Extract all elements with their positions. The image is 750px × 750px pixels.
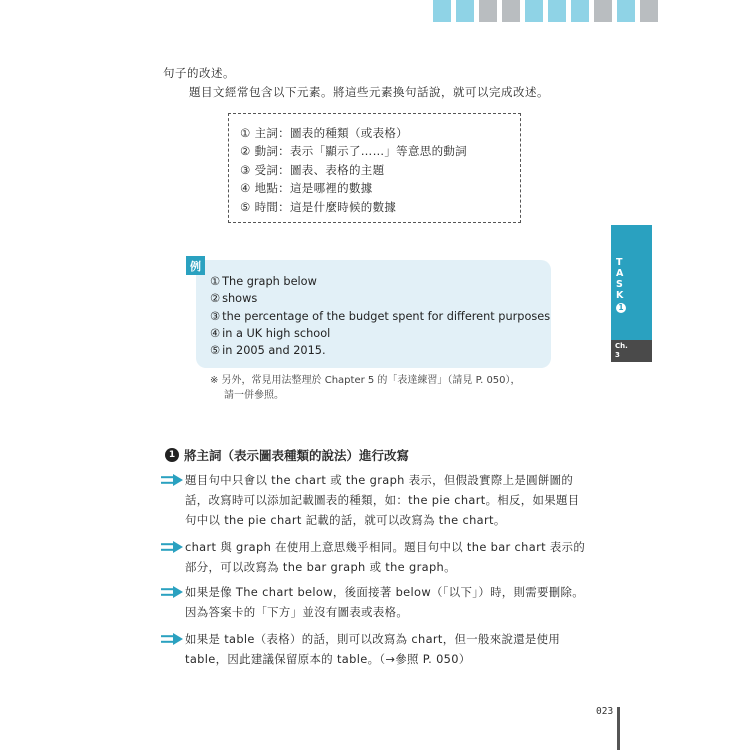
top-bar [479,0,497,22]
top-bar [640,0,658,22]
example-item [210,290,551,307]
paragraph [185,582,590,622]
page-number-bar [617,707,620,750]
chapter-side-tab [611,225,652,340]
example-item-text: The graph below [222,275,317,288]
page-number: 023 [596,706,614,717]
double-arrow-icon [161,586,183,598]
top-decoration-bars [433,0,658,22]
example-box [196,260,551,368]
intro-title: 句子的改述。 [163,66,235,80]
top-bar [617,0,635,22]
double-arrow-icon [161,633,183,645]
top-bar [433,0,451,22]
example-item-mark: ⑤ [210,344,221,358]
paragraph-text: chart 與 graph 在使用上意思幾乎相同。題目句中以 the bar chart 表示的部分，可以改寫為 the bar graph 或 the graph。 [185,540,586,574]
element-item: ③ 受詞：圖表、表格的主題 [240,162,385,177]
element-item: ⑤ 時間：這是什麼時候的數據 [240,199,397,214]
task-number: 1 [616,303,626,313]
section-heading [165,446,409,464]
top-bar [456,0,474,22]
example-item [210,325,551,342]
top-bar [571,0,589,22]
example-item [210,308,551,325]
chapter-prefix: Ch. [615,342,628,350]
section-number: 1 [165,448,179,462]
top-bar [594,0,612,22]
element-item: ② 動詞：表示「顯示了……」等意思的動詞 [240,144,467,159]
top-bar [502,0,520,22]
chapter-label [611,340,652,362]
example-item-mark: ④ [210,326,221,340]
example-item [210,273,551,290]
task-letter: S [616,279,623,290]
example-item-mark: ① [210,275,221,288]
note-line: 請一併參照。 [224,390,284,401]
example-item-text: in a UK high school [222,326,331,340]
intro-description: 題目文經常包含以下元素。將這些元素換句話說，就可以完成改述。 [189,85,549,99]
example-item-text: shows [222,292,258,306]
task-label [616,257,626,313]
paragraph-text: 題目句中只會以 the chart 或 the graph 表示，但假設實際上是圓餅圖的話，改寫時可以添加記載圖表的種類，如：the pie chart。相反，如果題目句中以 the pie chart 記載的話，就可以改寫為 the chart。 [185,473,580,527]
example-tag: 例 [186,256,205,275]
top-bar [548,0,566,22]
task-letter: A [616,268,624,279]
example-item-text: the percentage of the budget spent for different purposes [222,309,551,323]
example-item [210,342,551,359]
element-item: ④ 地點：這是哪裡的數據 [240,181,373,196]
note-line: ※ 另外，常見用法整理於 Chapter 5 的「表達練習」（請見 P. 050）， [210,375,521,386]
chapter-number: 3 [615,351,620,359]
section-heading-text: 將主詞（表示圖表種類的說法）進行改寫 [184,448,410,463]
paragraph-text: 如果是像 The chart below，後面接著 below（「以下」）時，則需要刪除。因為答案卡的「下方」並沒有圖表或表格。 [185,585,584,619]
task-letter: T [616,257,623,268]
paragraph [185,470,590,530]
paragraph-text: 如果是 table（表格）的話，則可以改寫為 chart，但一般來說還是使用 table，因此建議保留原本的 table。（→參照 P. 050） [185,632,561,666]
top-bar [525,0,543,22]
sentence-elements-box [228,113,521,223]
paragraph [185,537,590,577]
task-letter: K [616,290,624,301]
example-item-mark: ② [210,292,221,306]
element-item: ① 主詞：圖表的種類（或表格） [240,126,408,140]
example-item-text: in 2005 and 2015. [222,344,326,358]
example-item-mark: ③ [210,309,221,323]
paragraph [185,629,590,669]
double-arrow-icon [161,541,183,553]
double-arrow-icon [161,474,183,486]
